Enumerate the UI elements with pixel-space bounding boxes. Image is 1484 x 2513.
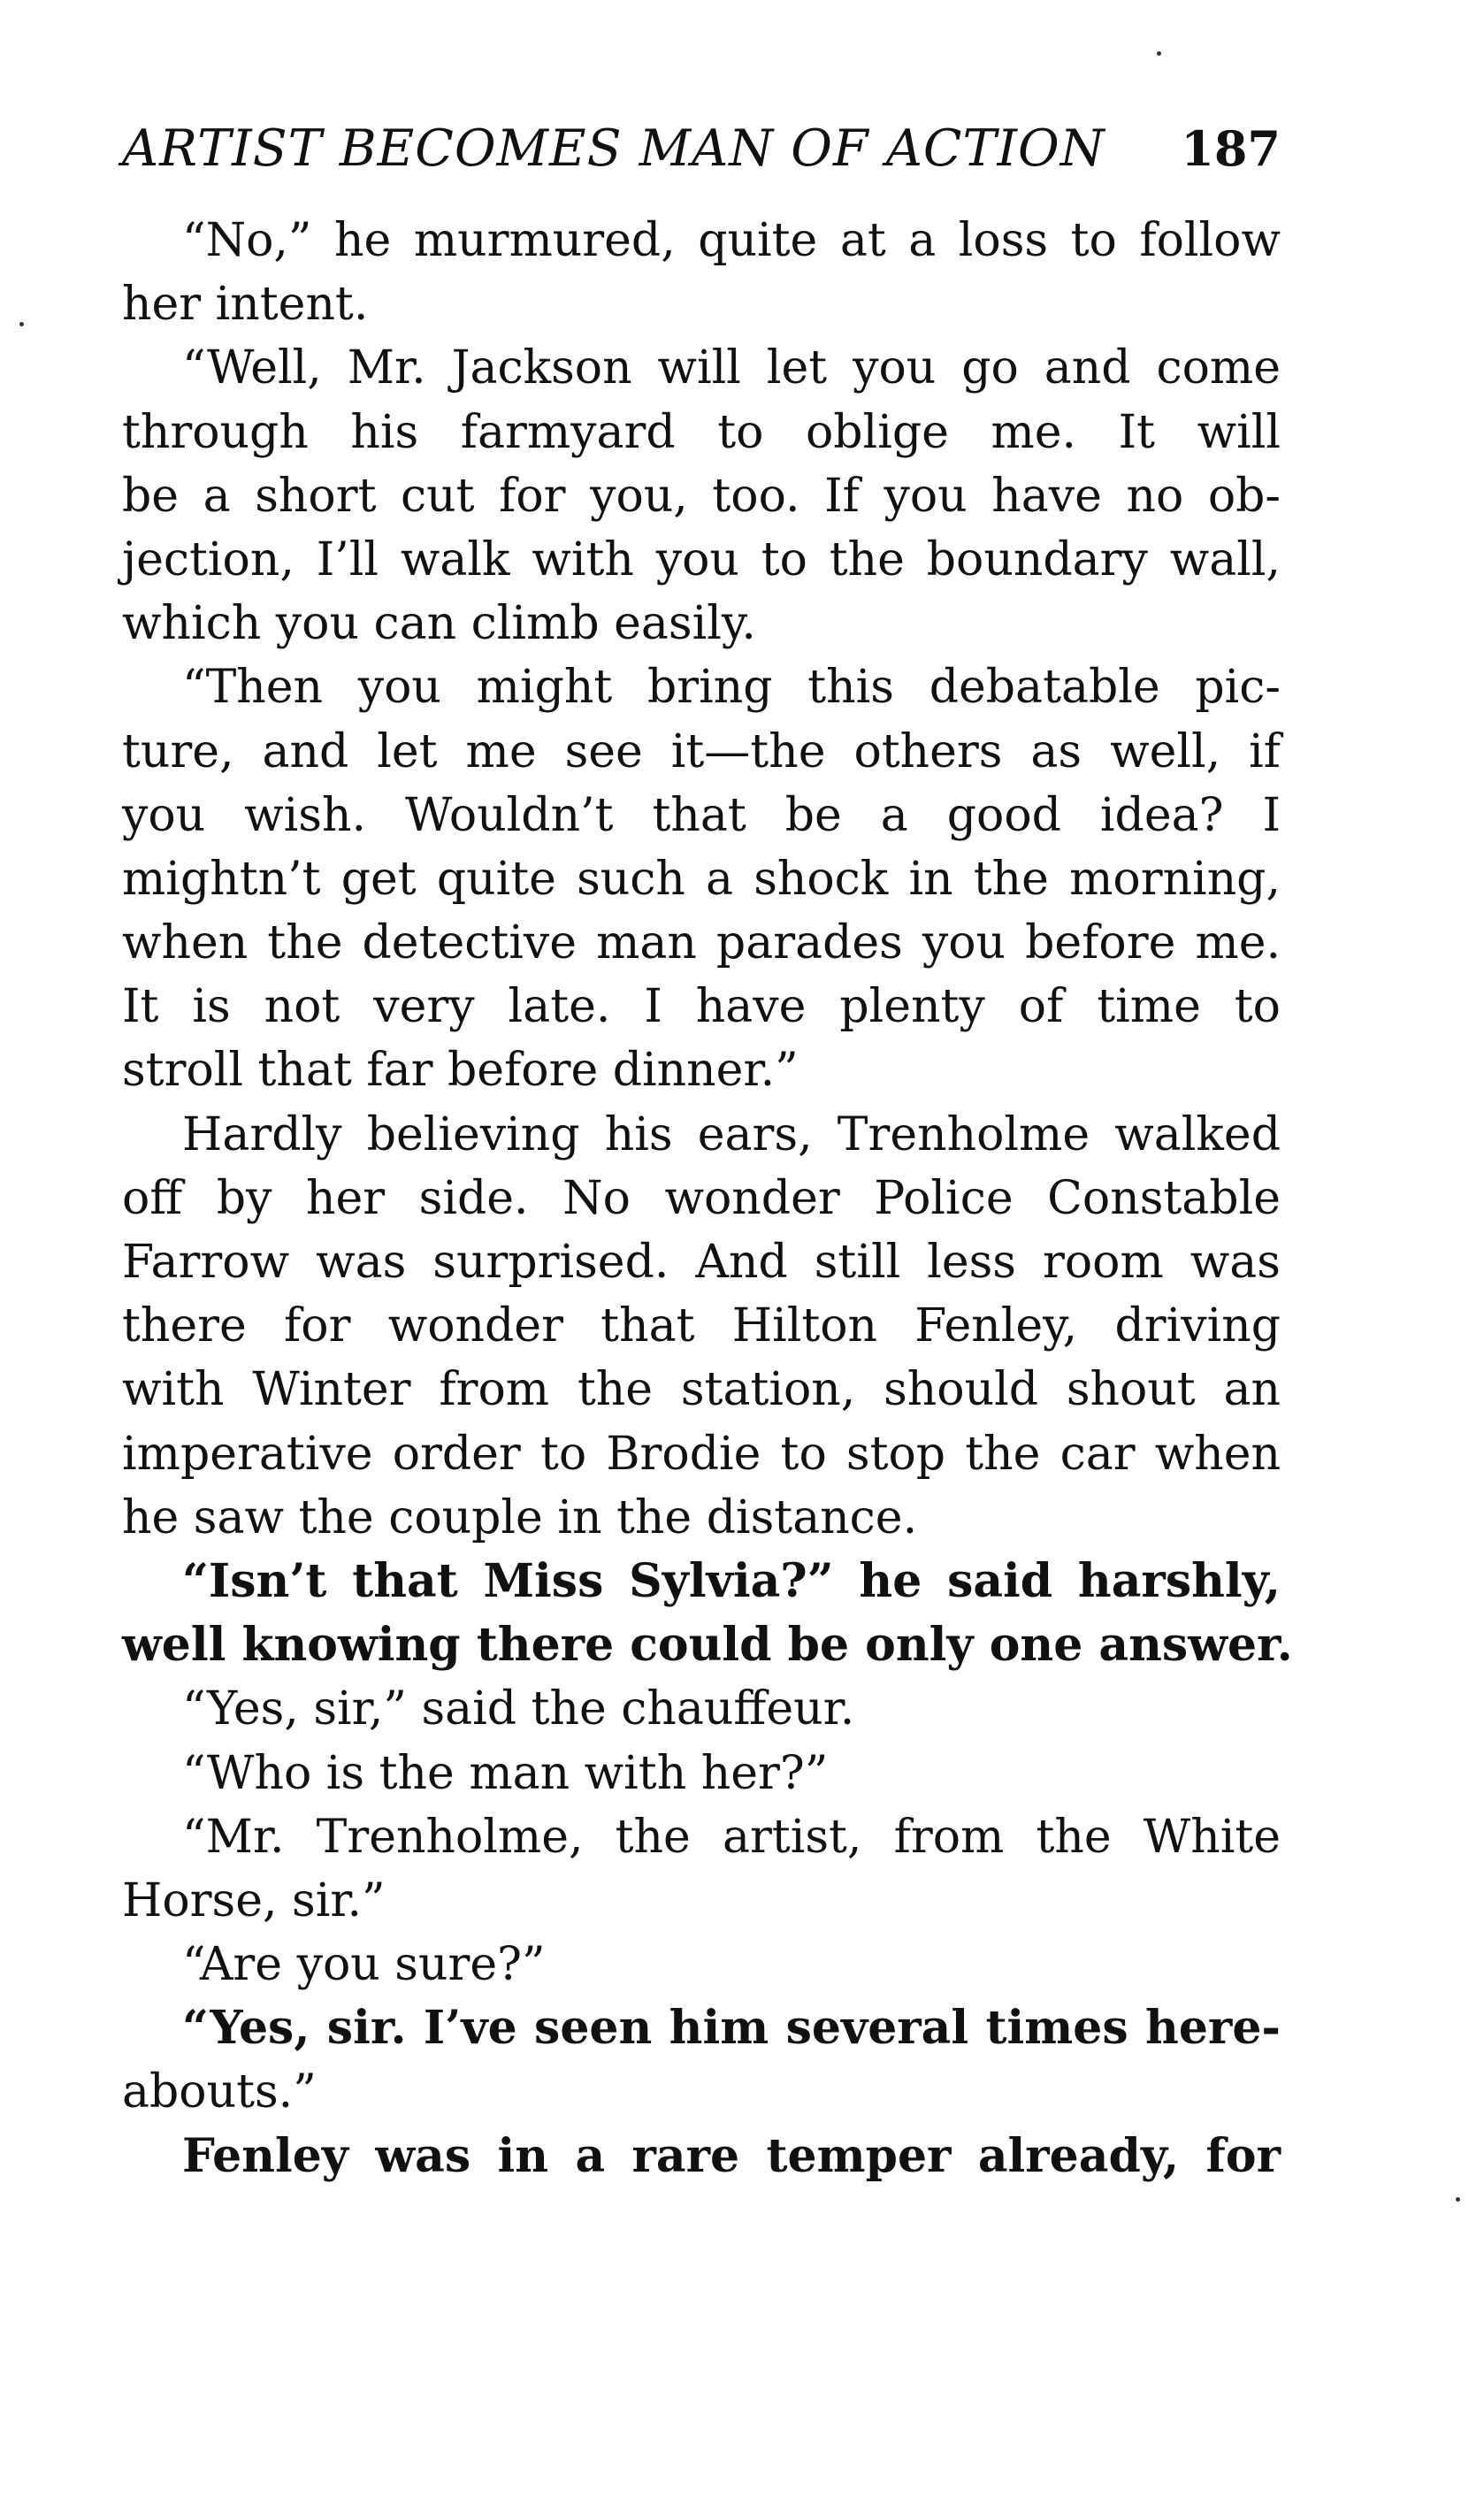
text-line: “Are you sure?” (182, 1938, 546, 1992)
text-line: jection, I’ll walk with you to the boundary wall, (122, 532, 1281, 586)
text-line: through his farmyard to oblige me. It will (122, 405, 1281, 459)
text-line: “Then you might bring this debatable pic- (182, 661, 1281, 715)
text-line: well knowing there could be only one answer. (122, 1618, 1293, 1673)
text-line: be a short cut for you, too. If you have no ob- (122, 469, 1281, 523)
text-line: stroll that far before dinner.” (122, 1044, 799, 1098)
text-line: mightn’t get quite such a shock in the morning, (122, 852, 1281, 906)
body-text (122, 209, 1293, 2188)
text-line: “Isn’t that Miss Sylvia?” he said harshly, (182, 1553, 1281, 1608)
text-line: Horse, sir.” (122, 1873, 386, 1927)
text-line: “No,” he murmured, quite at a loss to follow (182, 214, 1281, 267)
text-line: Hardly believing his ears, Trenholme walked (182, 1107, 1281, 1161)
text-line: which you can climb easily. (122, 597, 756, 651)
running-head (122, 113, 1281, 184)
page-number: 187 (1181, 120, 1281, 177)
text-line: there for wonder that Hilton Fenley, driving (122, 1299, 1281, 1353)
text-line: It is not very late. I have plenty of time to (122, 980, 1281, 1034)
text-line: Fenley was in a rare temper already, for (182, 2128, 1281, 2183)
print-speck (1456, 2197, 1460, 2202)
text-line: with Winter from the station, should shout an (122, 1363, 1281, 1417)
text-line: “Who is the man with her?” (182, 1746, 829, 1800)
print-speck (1157, 51, 1161, 56)
text-line: when the detective man parades you before me. (122, 916, 1281, 970)
text-line: off by her side. No wonder Police Constable (122, 1171, 1281, 1225)
text-line: you wish. Wouldn’t that be a good idea? I (122, 788, 1281, 842)
text-line: abouts.” (122, 2065, 317, 2119)
print-speck (19, 322, 24, 326)
text-line: “Mr. Trenholme, the artist, from the White (182, 1810, 1281, 1864)
text-line: imperative order to Brodie to stop the car when (122, 1427, 1281, 1481)
text-line: her intent. (122, 278, 369, 332)
running-head-title: ARTIST BECOMES MAN OF ACTION (122, 119, 1105, 178)
text-line: he saw the couple in the distance. (122, 1490, 918, 1544)
text-line: “Yes, sir. I’ve seen him several times here- (182, 2001, 1281, 2056)
text-line: Farrow was surprised. And still less room was (122, 1236, 1281, 1289)
text-line: ture, and let me see it—the others as well, if (122, 724, 1281, 778)
text-line: “Well, Mr. Jackson will let you go and come (182, 341, 1281, 395)
text-line: “Yes, sir,” said the chauffeur. (182, 1682, 855, 1736)
